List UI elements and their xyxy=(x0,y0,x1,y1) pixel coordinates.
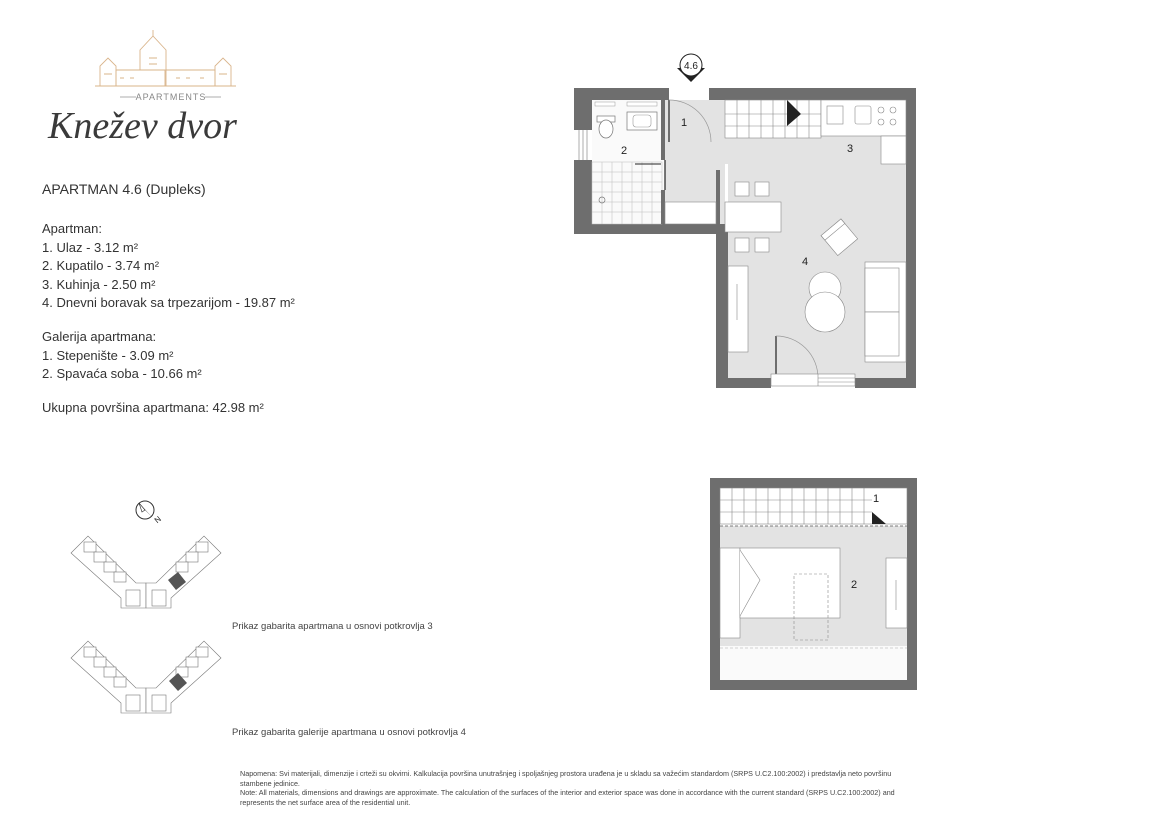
footnote-sr: Napomena: Svi materijali, dimenzije i crteži su okvirni. Kalkulacija površina unutrašnjeg i spoljašnjeg prostora urađena je u skladu sa važećim standardom (SRPS U.C2.100:2002) i predstavlja neto površinu stambene jedinice. xyxy=(240,769,892,788)
tv-unit xyxy=(728,266,748,352)
room-item: 1. Stepenište - 3.09 m² xyxy=(42,347,174,363)
unit-marker-label: 4.6 xyxy=(684,61,698,72)
logo-apartments-text: APARTMENTS xyxy=(135,92,207,102)
room-number-3: 3 xyxy=(847,143,854,155)
apartment-room-list xyxy=(42,220,295,313)
footnote-en: Note: All materials, dimensions and drawings are approximate. The calculation of the surfaces of the interior and exterior space was done in accordance with the current standard (SRPS U.C2.100:2002) and represents the net surface area of the residential unit. xyxy=(240,788,895,807)
room-item: 3. Kuhinja - 2.50 m² xyxy=(42,276,156,292)
apartment-section-label: Apartman: xyxy=(42,221,102,236)
key-plan-floor3 xyxy=(66,528,226,610)
wardrobe xyxy=(886,558,907,628)
coffee-table xyxy=(805,272,845,332)
gallery-room-number-1: 1 xyxy=(873,493,880,505)
unit-marker-icon xyxy=(677,54,705,82)
apartment-title: APARTMAN 4.6 (Dupleks) xyxy=(42,181,206,197)
footnote xyxy=(240,769,920,807)
key-plan-floor4 xyxy=(66,633,226,715)
compass-north-label: N xyxy=(152,514,163,526)
room-item: 4. Dnevni boravak sa trpezarijom - 19.87 m² xyxy=(42,295,295,310)
gallery-room-list xyxy=(42,328,202,384)
toilet-icon xyxy=(599,120,613,138)
knezev-dvor-logo xyxy=(40,28,290,153)
total-area: Ukupna površina apartmana: 42.98 m² xyxy=(42,400,264,415)
room-number-1: 1 xyxy=(681,117,688,129)
room-item: 2. Kupatilo - 3.74 m² xyxy=(42,258,160,273)
room-item: 1. Ulaz - 3.12 m² xyxy=(42,239,139,255)
stairs xyxy=(725,100,821,138)
floor-plan-apartment xyxy=(565,52,930,397)
gallery-section-label: Galerija apartmana: xyxy=(42,329,157,344)
floor-plan-gallery xyxy=(700,470,925,700)
room-number-4: 4 xyxy=(802,256,809,268)
sofa xyxy=(865,262,906,362)
castle-icon xyxy=(95,30,236,86)
room-number-2: 2 xyxy=(621,145,628,157)
room-item: 2. Spavaća soba - 10.66 m² xyxy=(42,366,202,381)
caption-floor3: Prikaz gabarita apartmana u osnovi potkrovlja 3 xyxy=(232,621,433,632)
caption-floor4: Prikaz gabarita galerije apartmana u osnovi potkrovlja 4 xyxy=(232,727,466,738)
logo-name-text: Knežev dvor xyxy=(48,105,237,147)
gallery-room-number-2: 2 xyxy=(851,579,858,591)
compass-icon xyxy=(130,498,166,528)
